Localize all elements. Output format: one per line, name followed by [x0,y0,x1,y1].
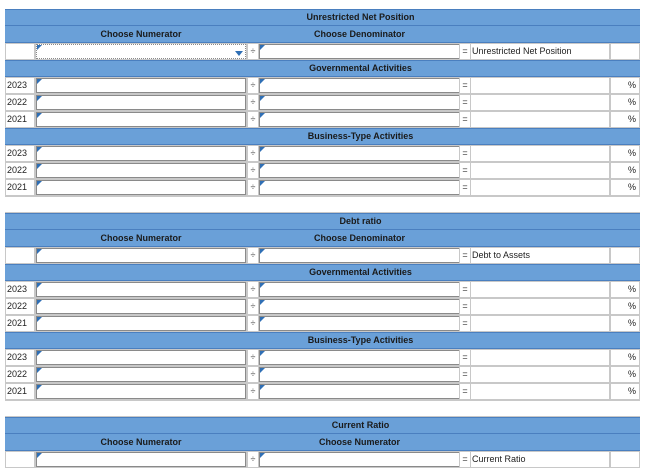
denominator-input[interactable] [259,146,460,161]
summary-row [5,247,640,264]
equals-symbol: = [462,386,468,396]
input-marker-icon [260,283,265,288]
year-row [5,77,640,94]
percent-symbol: % [627,284,636,294]
input-marker-icon [37,164,42,169]
group-title-band [5,60,640,77]
year-row-result-cell [470,111,610,128]
divide-symbol: ÷ [250,318,256,328]
denominator-input[interactable] [259,282,460,297]
section-title-band-title: Debt ratio [339,216,382,226]
year-row [5,179,640,196]
denominator-input[interactable] [259,316,460,331]
denominator-input[interactable] [259,350,460,365]
denominator-input[interactable] [259,452,460,467]
denominator-input[interactable] [259,248,460,263]
summary-row-pct-cell [610,451,640,468]
input-marker-icon [260,45,265,50]
equals-symbol: = [462,369,468,379]
input-marker-icon [37,453,42,458]
group-title-band [5,128,640,145]
divide-symbol: ÷ [250,352,256,362]
denominator-input[interactable] [259,78,460,93]
year-row-result-cell [470,145,610,162]
year-label: 2023 [7,284,28,294]
section-header-row [5,26,640,43]
result-label: Debt to Assets [472,250,531,260]
year-row [5,94,640,111]
year-row [5,145,640,162]
input-marker-icon [260,453,265,458]
divide-symbol: ÷ [250,301,256,311]
year-row [5,315,640,332]
section-title-band-title: Current Ratio [331,420,390,430]
group-title-band [5,264,640,281]
denominator-header: Choose Denominator [313,29,405,39]
group-title-band [5,332,640,349]
numerator-input[interactable] [36,112,246,127]
summary-row-pct-cell [610,43,640,60]
input-marker-icon [37,96,42,101]
divide-symbol: ÷ [250,250,256,260]
input-marker-icon [37,300,42,305]
numerator-input[interactable] [36,180,246,195]
equals-symbol: = [462,182,468,192]
numerator-input[interactable] [36,299,246,314]
denominator-input[interactable] [259,384,460,399]
year-label: 2022 [7,369,28,379]
numerator-header: Choose Numerator [100,233,182,243]
year-label: 2022 [7,165,28,175]
year-row [5,281,640,298]
equals-symbol: = [462,165,468,175]
input-marker-icon [37,368,42,373]
year-row-result-cell [470,366,610,383]
summary-row-year-cell [5,43,35,60]
percent-symbol: % [627,80,636,90]
result-label: Current Ratio [472,454,526,464]
denominator-header: Choose Numerator [318,437,400,447]
numerator-input[interactable] [36,384,246,399]
numerator-input[interactable] [36,316,246,331]
input-marker-icon [37,249,42,254]
numerator-input[interactable] [36,367,246,382]
input-marker-icon [260,147,265,152]
numerator-select[interactable] [36,44,246,59]
denominator-input[interactable] [259,163,460,178]
section-header-row [5,230,640,247]
year-row-result-cell [470,77,610,94]
year-label: 2023 [7,352,28,362]
year-label: 2023 [7,80,28,90]
numerator-header: Choose Numerator [100,29,182,39]
denominator-input[interactable] [259,180,460,195]
equals-symbol: = [462,114,468,124]
year-label: 2021 [7,318,28,328]
input-marker-icon [37,181,42,186]
year-row [5,162,640,179]
group-title-band-title: Business-Type Activities [307,335,414,345]
year-row [5,349,640,366]
equals-symbol: = [462,46,468,56]
equals-symbol: = [462,80,468,90]
section-title-band [5,9,640,26]
year-row-result-cell [470,179,610,196]
equals-symbol: = [462,301,468,311]
equals-symbol: = [462,284,468,294]
input-marker-icon [37,283,42,288]
year-row [5,298,640,315]
equals-symbol: = [462,148,468,158]
divide-symbol: ÷ [250,165,256,175]
summary-row-pct-cell [610,247,640,264]
summary-row-year-cell [5,247,35,264]
numerator-header: Choose Numerator [100,437,182,447]
input-marker-icon [37,385,42,390]
section-title-band-title: Unrestricted Net Position [306,12,415,22]
divide-symbol: ÷ [250,148,256,158]
group-title-band-title: Business-Type Activities [307,131,414,141]
divide-symbol: ÷ [250,369,256,379]
equals-symbol: = [462,97,468,107]
summary-row-year-cell [5,451,35,468]
percent-symbol: % [627,386,636,396]
year-row-result-cell [470,281,610,298]
input-marker-icon [260,300,265,305]
percent-symbol: % [627,318,636,328]
percent-symbol: % [627,182,636,192]
percent-symbol: % [627,148,636,158]
input-marker-icon [260,368,265,373]
spacer-row [5,400,640,417]
numerator-input[interactable] [36,452,246,467]
input-marker-icon [260,351,265,356]
year-label: 2023 [7,148,28,158]
input-marker-icon [260,317,265,322]
input-marker-icon [260,249,265,254]
input-marker-icon [260,96,265,101]
year-row-result-cell [470,349,610,366]
percent-symbol: % [627,114,636,124]
numerator-input[interactable] [36,350,246,365]
equals-symbol: = [462,250,468,260]
denominator-input[interactable] [259,95,460,110]
input-marker-icon [37,45,42,50]
year-label: 2021 [7,114,28,124]
input-marker-icon [260,79,265,84]
divide-symbol: ÷ [250,80,256,90]
year-label: 2021 [7,386,28,396]
divide-symbol: ÷ [250,46,256,56]
section-header-row [5,434,640,451]
input-marker-icon [37,147,42,152]
numerator-input[interactable] [36,248,246,263]
year-row-result-cell [470,298,610,315]
group-title-band-title: Governmental Activities [309,267,412,277]
year-label: 2021 [7,182,28,192]
denominator-input[interactable] [259,367,460,382]
divide-symbol: ÷ [250,114,256,124]
input-marker-icon [260,181,265,186]
denominator-input[interactable] [259,112,460,127]
year-row [5,111,640,128]
equals-symbol: = [462,454,468,464]
year-row-result-cell [470,315,610,332]
year-label: 2022 [7,97,28,107]
percent-symbol: % [627,97,636,107]
numerator-input[interactable] [36,146,246,161]
group-title-band-title: Governmental Activities [309,63,412,73]
year-row [5,383,640,400]
divide-symbol: ÷ [250,182,256,192]
year-row [5,366,640,383]
input-marker-icon [260,164,265,169]
numerator-input[interactable] [36,282,246,297]
percent-symbol: % [627,165,636,175]
numerator-input[interactable] [36,78,246,93]
input-marker-icon [260,113,265,118]
divide-symbol: ÷ [250,97,256,107]
percent-symbol: % [627,301,636,311]
denominator-input[interactable] [259,299,460,314]
numerator-input[interactable] [36,163,246,178]
year-row-result-cell [470,383,610,400]
input-marker-icon [260,385,265,390]
year-row-result-cell [470,162,610,179]
spacer-row [5,196,640,213]
chevron-down-icon[interactable] [235,51,243,56]
result-label: Unrestricted Net Position [472,46,572,56]
divide-symbol: ÷ [250,454,256,464]
year-label: 2022 [7,301,28,311]
summary-row [5,451,640,468]
year-row-result-cell [470,94,610,111]
section-title-band [5,417,640,434]
equals-symbol: = [462,352,468,362]
denominator-input[interactable] [259,44,460,59]
summary-row [5,43,640,60]
numerator-input[interactable] [36,95,246,110]
divide-symbol: ÷ [250,284,256,294]
input-marker-icon [37,79,42,84]
percent-symbol: % [627,369,636,379]
denominator-header: Choose Denominator [313,233,405,243]
equals-symbol: = [462,318,468,328]
input-marker-icon [37,317,42,322]
input-marker-icon [37,113,42,118]
section-title-band [5,213,640,230]
percent-symbol: % [627,352,636,362]
divide-symbol: ÷ [250,386,256,396]
input-marker-icon [37,351,42,356]
